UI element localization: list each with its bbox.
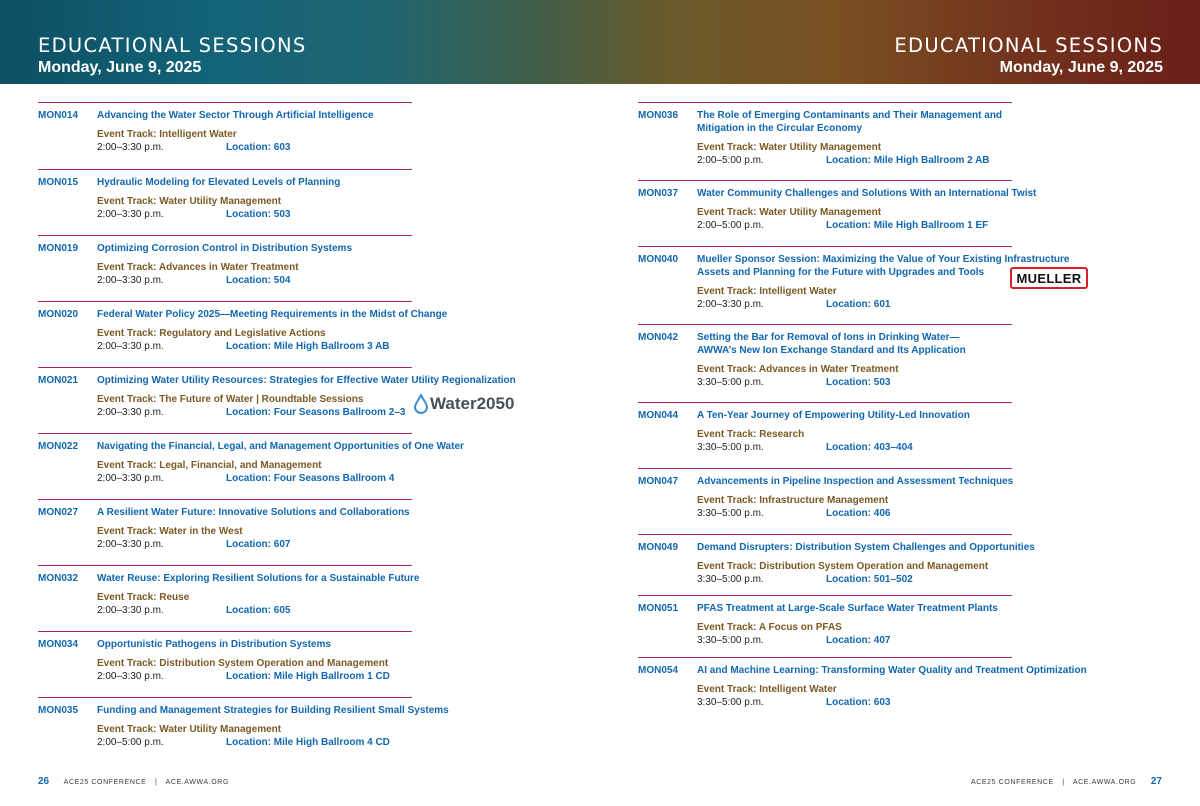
session-location: Location: 603 — [226, 142, 291, 153]
session-location: Location: 607 — [226, 539, 291, 550]
session-title[interactable]: Water Reuse: Exploring Resilient Solutions for a Sustainable Future — [97, 573, 420, 584]
session-time: 3:30–5:00 p.m. — [697, 442, 764, 453]
session-entry — [38, 235, 412, 301]
session-entry — [638, 402, 1012, 468]
session-title[interactable]: AI and Machine Learning: Transforming Water Quality and Treatment Optimization — [697, 665, 1087, 676]
event-track: Event Track: Distribution System Operation and Management — [97, 658, 389, 669]
event-track: Event Track: Water in the West — [97, 526, 243, 537]
session-time: 2:00–3:30 p.m. — [697, 299, 764, 310]
event-track: Event Track: Regulatory and Legislative Actions — [97, 328, 326, 339]
session-code: MON044 — [638, 410, 679, 421]
session-title-line: Mitigation in the Circular Economy — [697, 123, 863, 134]
session-entry — [38, 433, 464, 499]
session-time: 2:00–3:30 p.m. — [97, 473, 164, 484]
left-page-header — [38, 35, 307, 78]
session-location: Location: Four Seasons Ballroom 4 — [226, 473, 395, 484]
session-location: Location: 503 — [826, 377, 891, 388]
session-code: MON021 — [38, 375, 79, 386]
section-date: Monday, June 9, 2025 — [38, 59, 202, 76]
session-location: Location: 503 — [226, 209, 291, 220]
event-track: Event Track: Water Utility Management — [97, 724, 282, 735]
session-time: 2:00–3:30 p.m. — [97, 671, 164, 682]
session-entry — [638, 180, 1037, 246]
session-entry — [638, 102, 1012, 180]
session-location: Location: 406 — [826, 508, 891, 519]
session-time: 2:00–3:30 p.m. — [97, 142, 164, 153]
session-time: 2:00–3:30 p.m. — [97, 605, 164, 616]
session-location: Location: 601 — [826, 299, 891, 310]
session-time: 3:30–5:00 p.m. — [697, 377, 764, 388]
session-code: MON042 — [638, 332, 679, 343]
session-entry — [38, 631, 412, 697]
session-code: MON035 — [38, 705, 79, 716]
session-title[interactable]: Advancements in Pipeline Inspection and Assessment Techniques — [697, 476, 1014, 487]
session-title[interactable]: A Resilient Water Future: Innovative Solutions and Collaborations — [97, 507, 410, 518]
session-code: MON019 — [38, 243, 79, 254]
event-track: Event Track: A Focus on PFAS — [697, 622, 842, 633]
right-page-header — [894, 35, 1163, 78]
session-location: Location: 603 — [826, 697, 891, 708]
session-entry — [38, 367, 516, 433]
session-time: 3:30–5:00 p.m. — [697, 635, 764, 646]
section-title: EDUCATIONAL SESSIONS — [38, 34, 307, 57]
footer-separator: | — [154, 779, 158, 786]
session-code: MON020 — [38, 309, 79, 320]
session-title[interactable]: Demand Disrupters: Distribution System Challenges and Opportunities — [697, 542, 1035, 553]
header-banner — [0, 0, 1200, 84]
water-drop-icon — [413, 394, 429, 414]
session-code: MON014 — [38, 110, 79, 121]
section-title: EDUCATIONAL SESSIONS — [894, 34, 1163, 57]
session-title[interactable] — [697, 331, 966, 357]
session-time: 2:00–3:30 p.m. — [97, 275, 164, 286]
session-title[interactable]: Opportunistic Pathogens in Distribution Systems — [97, 639, 331, 650]
event-track: Event Track: Intelligent Water — [97, 129, 237, 140]
session-code: MON036 — [638, 110, 679, 121]
event-track: Event Track: Research — [697, 429, 805, 440]
session-entry — [38, 169, 412, 235]
website-link[interactable]: ACE.AWWA.ORG — [1072, 779, 1137, 786]
session-title[interactable] — [697, 109, 1002, 135]
session-entry — [38, 102, 412, 169]
session-title[interactable]: Funding and Management Strategies for Building Resilient Small Systems — [97, 705, 449, 716]
event-track: Event Track: The Future of Water | Roundtable Sessions — [97, 394, 364, 405]
water2050-logo-text: Water2050 — [430, 394, 515, 413]
session-title[interactable]: Hydraulic Modeling for Elevated Levels of Planning — [97, 177, 341, 188]
session-entry — [638, 468, 1012, 534]
session-title-line: Mueller Sponsor Session: Maximizing the Value of Your Existing Infrastructure — [697, 254, 1070, 265]
session-code: MON015 — [38, 177, 79, 188]
session-location: Location: Mile High Ballroom 2 AB — [826, 155, 990, 166]
session-location: Location: Mile High Ballroom 1 CD — [226, 671, 390, 682]
session-title[interactable]: PFAS Treatment at Large-Scale Surface Water Treatment Plants — [697, 603, 998, 614]
session-time: 2:00–5:00 p.m. — [697, 155, 764, 166]
session-entry — [638, 657, 1087, 720]
left-page-footer — [38, 776, 229, 787]
right-page-footer — [971, 776, 1162, 787]
session-code: MON047 — [638, 476, 679, 487]
session-code: MON054 — [638, 665, 679, 676]
session-code: MON049 — [638, 542, 679, 553]
left-session-list — [38, 102, 516, 760]
right-session-list — [638, 102, 1087, 720]
session-title-line: AWWA’s New Ion Exchange Standard and Its Application — [697, 345, 966, 356]
event-track: Event Track: Legal, Financial, and Management — [97, 460, 322, 471]
session-entry — [38, 499, 412, 565]
footer-separator: | — [1062, 779, 1065, 786]
session-title[interactable]: Water Community Challenges and Solutions With an International Twist — [697, 188, 1037, 199]
session-location: Location: Mile High Ballroom 3 AB — [226, 341, 390, 352]
session-entry — [638, 246, 1082, 324]
section-date: Monday, June 9, 2025 — [999, 59, 1163, 76]
session-location: Location: 501–502 — [826, 574, 913, 585]
page-number: 26 — [38, 776, 50, 787]
session-title-line: Setting the Bar for Removal of Ions in Drinking Water— — [697, 332, 960, 343]
session-title[interactable]: Optimizing Water Utility Resources: Strategies for Effective Water Utility Regionalization — [97, 375, 516, 386]
session-code: MON040 — [638, 254, 679, 265]
mueller-logo: MUELLER — [1010, 267, 1088, 289]
event-track: Event Track: Advances in Water Treatment — [697, 364, 899, 375]
session-time: 3:30–5:00 p.m. — [697, 574, 764, 585]
session-location: Location: 605 — [226, 605, 291, 616]
website-link[interactable]: ACE.AWWA.ORG — [165, 779, 230, 786]
session-time: 2:00–5:00 p.m. — [697, 220, 764, 231]
page-number: 27 — [1150, 776, 1162, 787]
session-entry — [638, 534, 1035, 595]
session-code: MON037 — [638, 188, 679, 199]
event-track: Event Track: Intelligent Water — [697, 286, 837, 297]
session-location: Location: 407 — [826, 635, 891, 646]
event-track: Event Track: Water Utility Management — [97, 196, 282, 207]
session-time: 2:00–5:00 p.m. — [97, 737, 164, 748]
session-title-line: Assets and Planning for the Future with Upgrades and Tools — [697, 267, 985, 278]
session-title-line: The Role of Emerging Contaminants and Their Management and — [697, 110, 1003, 121]
session-title[interactable]: A Ten-Year Journey of Empowering Utility-Led Innovation — [697, 410, 970, 421]
session-location: Location: Mile High Ballroom 4 CD — [226, 737, 390, 748]
session-location: Location: 504 — [226, 275, 291, 286]
session-entry — [638, 595, 1012, 657]
water2050-logo — [413, 394, 514, 414]
session-title[interactable]: Optimizing Corrosion Control in Distribution Systems — [97, 243, 353, 254]
session-time: 2:00–3:30 p.m. — [97, 539, 164, 550]
session-code: MON051 — [638, 603, 679, 614]
session-code: MON022 — [38, 441, 79, 452]
session-entry — [638, 324, 1012, 402]
session-location: Location: Mile High Ballroom 1 EF — [826, 220, 989, 231]
session-time: 2:00–3:30 p.m. — [97, 341, 164, 352]
event-track: Event Track: Distribution System Operation and Management — [697, 561, 989, 572]
event-track: Event Track: Water Utility Management — [697, 142, 882, 153]
session-title[interactable]: Navigating the Financial, Legal, and Management Opportunities of One Water — [97, 441, 464, 452]
session-time: 2:00–3:30 p.m. — [97, 407, 164, 418]
event-track: Event Track: Advances in Water Treatment — [97, 262, 299, 273]
conference-name: ACE25 CONFERENCE — [970, 779, 1054, 786]
session-location: Location: 403–404 — [826, 442, 913, 453]
event-track: Event Track: Intelligent Water — [697, 684, 837, 695]
session-time: 3:30–5:00 p.m. — [697, 697, 764, 708]
event-track: Event Track: Reuse — [97, 592, 190, 603]
session-code: MON034 — [38, 639, 79, 650]
session-entry — [38, 565, 420, 631]
session-code: MON027 — [38, 507, 79, 518]
event-track: Event Track: Infrastructure Management — [697, 495, 889, 506]
conference-name: ACE25 CONFERENCE — [63, 779, 147, 786]
session-entry — [38, 697, 449, 760]
event-track: Event Track: Water Utility Management — [697, 207, 882, 218]
session-title[interactable]: Advancing the Water Sector Through Artificial Intelligence — [97, 110, 374, 121]
session-title[interactable]: Federal Water Policy 2025—Meeting Requirements in the Midst of Change — [97, 309, 448, 320]
session-time: 3:30–5:00 p.m. — [697, 508, 764, 519]
session-entry — [38, 301, 448, 367]
session-location: Location: Four Seasons Ballroom 2–3 — [226, 407, 406, 418]
session-time: 2:00–3:30 p.m. — [97, 209, 164, 220]
session-code: MON032 — [38, 573, 79, 584]
